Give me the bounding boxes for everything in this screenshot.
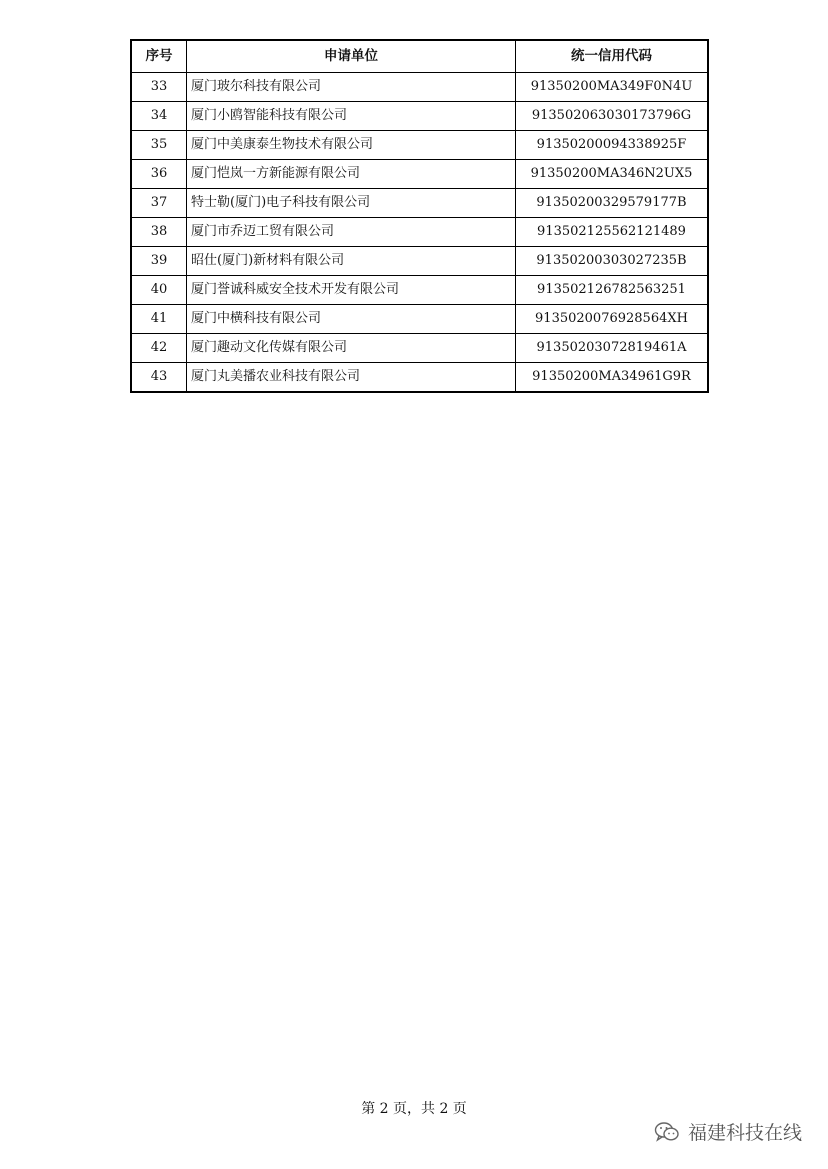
row-applicant-name: 厦门丸美播农业科技有限公司 xyxy=(187,363,516,393)
header-serial-number: 序号 xyxy=(131,40,187,73)
table-row xyxy=(131,334,708,363)
table-row xyxy=(131,131,708,160)
row-applicant-name: 厦门誉诚科威安全技术开发有限公司 xyxy=(187,276,516,305)
table-header-row xyxy=(131,40,708,73)
row-credit-code: 913502125562121489 xyxy=(516,218,709,247)
row-serial-number: 38 xyxy=(131,218,187,247)
table-row xyxy=(131,218,708,247)
row-serial-number: 37 xyxy=(131,189,187,218)
header-applicant: 申请单位 xyxy=(187,40,516,73)
row-credit-code: 91350203072819461A xyxy=(516,334,709,363)
row-credit-code: 91350200MA349F0N4U xyxy=(516,73,709,102)
page-number-footer: 第 2 页，共 2 页 xyxy=(361,1101,467,1117)
table-row xyxy=(131,363,708,393)
row-applicant-name: 昭仕(厦门)新材料有限公司 xyxy=(187,247,516,276)
header-credit-code: 统一信用代码 xyxy=(516,40,709,73)
table-row xyxy=(131,102,708,131)
row-serial-number: 43 xyxy=(131,363,187,393)
row-serial-number: 42 xyxy=(131,334,187,363)
row-applicant-name: 特士勒(厦门)电子科技有限公司 xyxy=(187,189,516,218)
applicant-table xyxy=(130,39,709,393)
row-serial-number: 33 xyxy=(131,73,187,102)
row-applicant-name: 厦门小鸥智能科技有限公司 xyxy=(187,102,516,131)
row-serial-number: 39 xyxy=(131,247,187,276)
row-credit-code: 91350200303027235B xyxy=(516,247,709,276)
row-serial-number: 36 xyxy=(131,160,187,189)
row-applicant-name: 厦门市乔迈工贸有限公司 xyxy=(187,218,516,247)
row-credit-code: 91350200329579177B xyxy=(516,189,709,218)
row-applicant-name: 厦门趣动文化传媒有限公司 xyxy=(187,334,516,363)
row-applicant-name: 厦门恺岚一方新能源有限公司 xyxy=(187,160,516,189)
row-credit-code: 91350200094338925F xyxy=(516,131,709,160)
table-row xyxy=(131,160,708,189)
row-credit-code: 913502126782563251 xyxy=(516,276,709,305)
row-credit-code: 913502063030173796G xyxy=(516,102,709,131)
table-row xyxy=(131,189,708,218)
row-serial-number: 35 xyxy=(131,131,187,160)
row-serial-number: 41 xyxy=(131,305,187,334)
source-watermark xyxy=(654,1118,802,1145)
row-credit-code: 91350200MA34961G9R xyxy=(516,363,709,393)
table-row xyxy=(131,276,708,305)
row-applicant-name: 厦门玻尔科技有限公司 xyxy=(187,73,516,102)
row-applicant-name: 厦门中横科技有限公司 xyxy=(187,305,516,334)
table-row xyxy=(131,305,708,334)
row-applicant-name: 厦门中美康泰生物技术有限公司 xyxy=(187,131,516,160)
row-serial-number: 34 xyxy=(131,102,187,131)
wechat-icon xyxy=(654,1121,680,1143)
table-row xyxy=(131,73,708,102)
row-credit-code: 9135020076928564XH xyxy=(516,305,709,334)
table-row xyxy=(131,247,708,276)
row-credit-code: 91350200MA346N2UX5 xyxy=(516,160,709,189)
watermark-text: 福建科技在线 xyxy=(687,1122,802,1144)
row-serial-number: 40 xyxy=(131,276,187,305)
